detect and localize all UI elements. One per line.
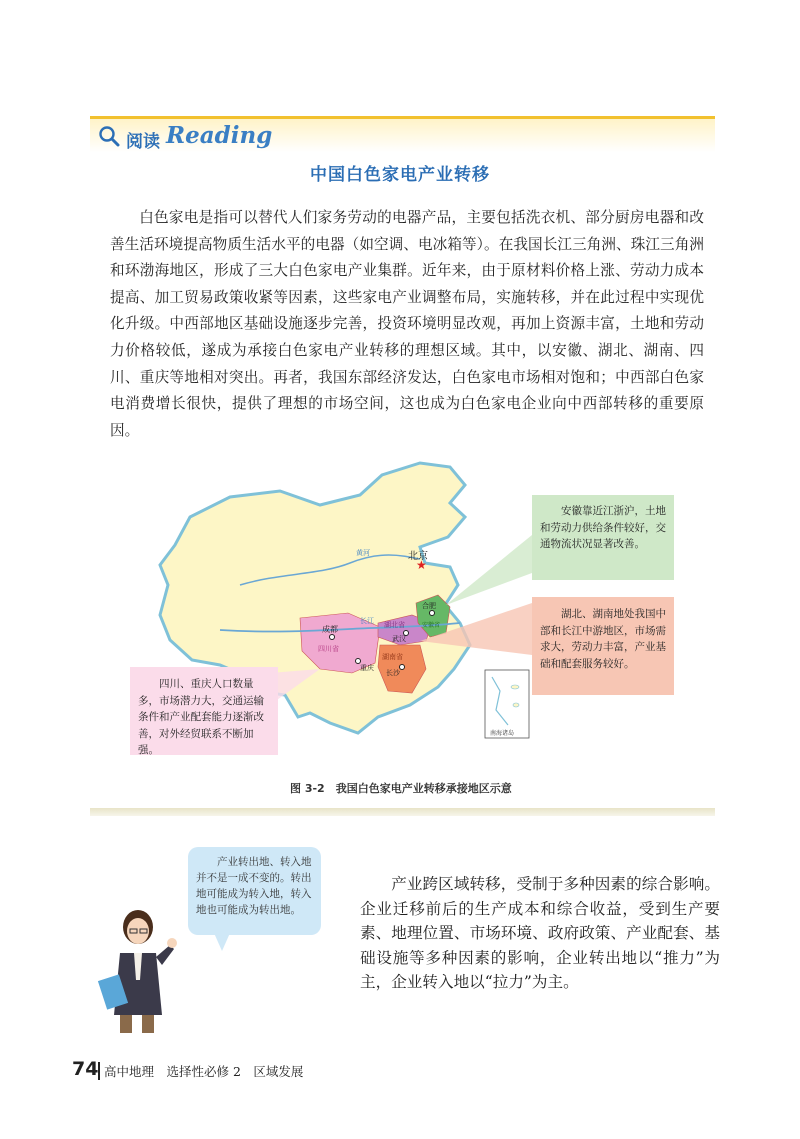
callout-sichuan-text: 四川、重庆人口数量多，市场潜力大，交通运输条件和产业配套能力逐渐改善，对外经贸联系不断加强。 <box>138 678 264 756</box>
book-title: 高中地理 选择性必修 2 区域发展 <box>104 1064 304 1079</box>
chengdu-label: 成都 <box>322 625 338 634</box>
chongqing-label: 重庆 <box>360 664 374 672</box>
bubble-text: 产业转出地、转入地并不是一成不变的。转出地可能成为转入地，转入地也可能成为转出地。 <box>196 856 312 916</box>
sichuan-label: 四川省 <box>318 645 339 653</box>
reading-header <box>90 116 715 152</box>
magnifier-icon <box>98 125 120 147</box>
teacher-figure <box>90 905 180 1035</box>
main-body: 产业跨区域转移，受制于多种因素的综合影响。企业迁移前后的生产成本和综合收益，受到生产要素、地理位置、市场环境、政府政策、产业配套、基础设施等多种因素的影响，企业转出地以“推力”为主，企业转入地以“拉力”为主。 <box>360 875 720 991</box>
huanghe-label: 黄河 <box>356 549 370 557</box>
hubei-label: 湖北省 <box>384 621 405 629</box>
article-title: 中国白色家电产业转移 <box>310 165 490 185</box>
bubble-tail <box>214 933 230 951</box>
changsha-label: 长沙 <box>386 669 400 677</box>
section-label-cn: 阅读 <box>126 132 160 152</box>
callout-hubei-text: 湖北、湖南地处我国中部和长江中游地区，市场需求大，劳动力丰富，产业基础和配套服务较好。 <box>540 608 666 670</box>
inset-label: 南海诸岛 <box>490 730 515 737</box>
south-sea-inset <box>485 670 529 738</box>
page-number: 74 <box>72 1058 99 1080</box>
changjiang-label: 长江 <box>360 617 374 625</box>
speech-bubble <box>188 847 321 935</box>
wuhan-label: 武汉 <box>392 635 406 643</box>
footer-divider <box>98 1062 100 1080</box>
callout-anhui-text: 安徽靠近江浙沪，土地和劳动力供给条件较好，交通物流状况显著改善。 <box>540 505 666 550</box>
beijing-label: 北京 <box>408 551 428 562</box>
beijing-star: ★ <box>416 558 427 572</box>
figure-caption: 图 3-2 我国白色家电产业转移承接地区示意 <box>290 782 512 795</box>
anhui-label: 安徽省 <box>422 622 441 629</box>
hunan-label: 湖南省 <box>382 653 403 661</box>
connector-anhui <box>446 535 532 605</box>
section-divider <box>90 808 715 816</box>
article-body: 白色家电是指可以替代人们家务劳动的电器产品，主要包括洗衣机、部分厨房电器和改善生活环境提高物质生活水平的电器（如空调、电冰箱等）。在我国长江三角洲、珠江三角洲和环渤海地区，形成了三大白色家电产业集群。近年来，由于原材料价格上涨、劳动力成本提高、加工贸易政策收紧等因素，这些家电产业调整布局，实施转移，并在此过程中实现优化升级。中西部地区基础设施逐步完善，投资环境明显改观，再加上资源丰富，土地和劳动力价格较低，遂成为承接白色家电产业转移的理想区域。其中，以安徽、湖北、湖南、四川、重庆等地相对突出。再者，我国东部经济发达，白色家电市场相对饱和；中西部白色家电消费增长很快，提供了理想的市场空间，这也成为白色家电企业向中西部转移的重要原因。 <box>110 209 704 439</box>
section-label-en: Reading <box>166 122 273 149</box>
hefei-label: 合肥 <box>422 602 436 610</box>
